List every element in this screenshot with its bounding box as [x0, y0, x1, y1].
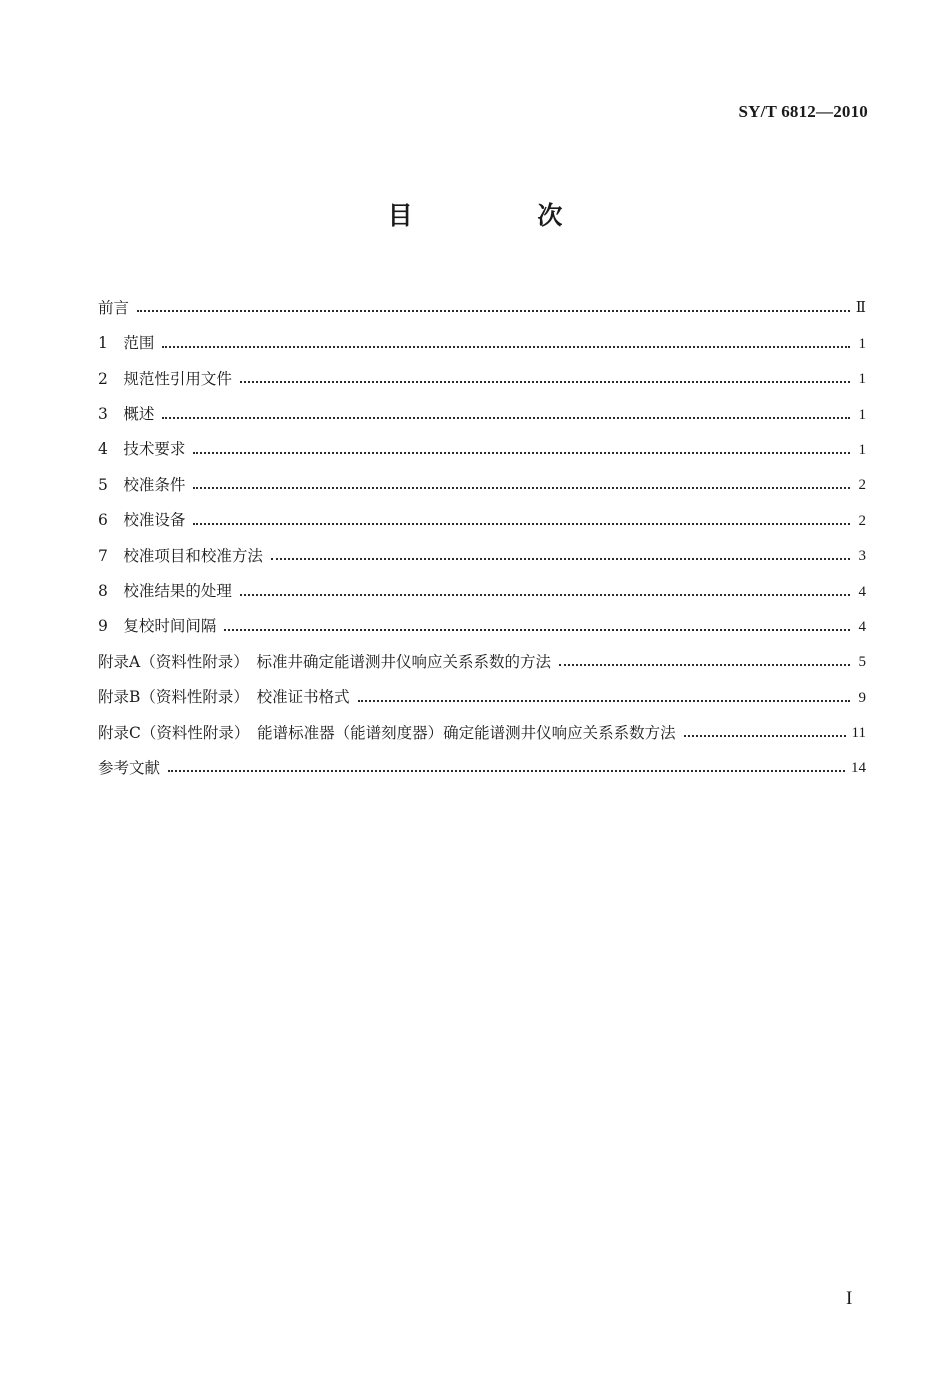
toc-entry-label: 附录B（资料性附录） 校准证书格式 [98, 688, 350, 707]
toc-entry-calibration-conditions[interactable] [98, 458, 866, 493]
leader-dots [684, 735, 846, 737]
page-number: I [846, 1288, 853, 1309]
toc-entry-page: 1 [858, 441, 866, 458]
leader-dots [193, 452, 850, 454]
toc-entry-foreword[interactable] [98, 281, 866, 316]
toc-entry-page: 14 [851, 760, 866, 777]
toc-entry-appendix-b[interactable] [98, 670, 866, 705]
toc-entry-label: 6 校准设备 [98, 511, 186, 530]
toc-entry-page: 4 [858, 583, 866, 600]
leader-dots [168, 770, 845, 772]
table-of-contents [98, 281, 866, 776]
toc-entry-appendix-a[interactable] [98, 635, 866, 670]
leader-dots [358, 700, 850, 702]
toc-entry-label: 2 规范性引用文件 [98, 369, 232, 388]
leader-dots [162, 346, 850, 348]
toc-entry-label: 7 校准项目和校准方法 [98, 546, 263, 565]
toc-entry-calibration-items-methods[interactable] [98, 529, 866, 564]
toc-entry-label: 3 概述 [98, 405, 155, 424]
leader-dots [559, 664, 850, 666]
toc-entry-label: 前言 [98, 298, 130, 317]
toc-entry-normative-references[interactable] [98, 352, 866, 387]
toc-entry-references[interactable] [98, 741, 866, 776]
toc-entry-page: 1 [858, 335, 866, 352]
toc-entry-scope[interactable] [98, 316, 866, 351]
toc-entry-calibration-equipment[interactable] [98, 493, 866, 528]
toc-entry-page: 1 [858, 406, 866, 423]
toc-entry-result-processing[interactable] [98, 564, 866, 599]
standard-code: SY/T 6812—2010 [738, 102, 868, 121]
toc-entry-label: 4 技术要求 [98, 440, 186, 459]
leader-dots [271, 558, 850, 560]
toc-entry-technical-requirements[interactable] [98, 423, 866, 458]
toc-entry-page: 3 [858, 548, 866, 565]
toc-entry-label: 9 复校时间间隔 [98, 617, 217, 636]
toc-entry-label: 附录C（资料性附录） 能谱标准器（能谱刻度器）确定能谱测井仪响应关系系数方法 [98, 723, 676, 742]
leader-dots [240, 594, 850, 596]
toc-entry-label: 8 校准结果的处理 [98, 582, 232, 601]
toc-entry-recalibration-interval[interactable] [98, 600, 866, 635]
toc-entry-label: 参考文献 [98, 758, 161, 777]
toc-entry-label: 1 范围 [98, 334, 155, 353]
toc-entry-page: 11 [851, 725, 866, 742]
toc-entry-page: 1 [858, 371, 866, 388]
leader-dots [193, 523, 850, 525]
leader-dots [162, 417, 850, 419]
leader-dots [193, 487, 850, 489]
toc-entry-overview[interactable] [98, 387, 866, 422]
toc-entry-appendix-c[interactable] [98, 706, 866, 741]
toc-entry-label: 附录A（资料性附录） 标准井确定能谱测井仪响应关系系数的方法 [98, 652, 551, 671]
leader-dots [240, 381, 850, 383]
toc-entry-label: 5 校准条件 [98, 475, 186, 494]
toc-entry-page: Ⅱ [855, 300, 866, 317]
toc-entry-page: 2 [858, 477, 866, 494]
leader-dots [137, 310, 850, 312]
toc-entry-page: 4 [858, 618, 866, 635]
leader-dots [224, 629, 850, 631]
toc-entry-page: 9 [858, 689, 866, 706]
page-title: 目 次 [387, 201, 621, 230]
toc-entry-page: 5 [858, 654, 866, 671]
toc-entry-page: 2 [858, 512, 866, 529]
